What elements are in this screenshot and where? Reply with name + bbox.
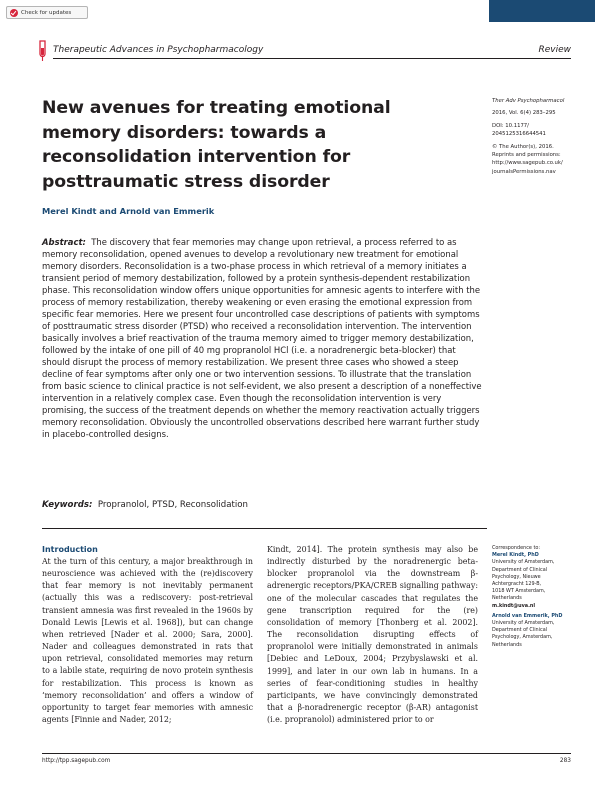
correspondence-author-1: Merel Kindt, PhD	[492, 552, 539, 559]
body-text-right: Kindt, 2014]. The protein synthesis may also be indirectly disturbed by the noradrenergic beta-blocker propranolol via the downstream β-adrenergic receptors/PKA/CREB signalling pathway: one of the molecular cascades that regulates the gene transcription required for the (re) consolidation of memory [Thonberg et al. 2002]. The reconsolidation disrupting effects of propranolol were initially demonstrated in animals [Debiec and LeDoux, 2004; Przybyslawski et al. 1999], and later in our own lab in humans. In a series of fear-conditioning studies in healthy participants, we have convincingly demonstrated that a β-noradrenergic receptor (β-AR) antagonist (i.e. propranolol) administered prior to or	[267, 545, 478, 725]
correspondence-label: Correspondence to:	[492, 545, 541, 551]
correspondence-block	[492, 545, 590, 649]
keywords-text: Propranolol, PTSD, Reconsolidation	[97, 500, 248, 510]
check-for-updates-badge[interactable]	[6, 6, 88, 19]
page-number: 283	[559, 758, 571, 764]
author-list: Merel Kindt and Arnold van Emmerik	[42, 206, 215, 216]
journal-name: Therapeutic Advances in Psychopharmacology	[53, 45, 264, 55]
body-column-left	[42, 544, 253, 726]
author-2-address-line: Department of Clinical	[492, 627, 548, 634]
body-text-left: At the turn of this century, a major breakthrough in neuroscience was achieved with the (re)discovery that fear memory is not inevitably permanent (actually this was a rediscovery: post-retrieval transient amnesia was first revealed in the 1960s by Donald Lewis [Lewis et al. 1968]), but can change when retrieved [Nader et al. 2000; Sara, 2000]. Nader and colleagues demonstrated in rats that upon retrieval, consolidated memories may return to a labile state, requiring de novo protein synthesis for restabilization. This process is known as ‘memory reconsolidation’ and offers a window of opportunity to target fear memories with amnesic agents [Finnie and Nader, 2012;	[42, 557, 253, 725]
author-1-address-line: Psychology, Nieuwe	[492, 573, 541, 580]
abstract-text: The discovery that fear memories may change upon retrieval, a process referred to as memory reconsolidation, opened avenues to develop a revolutionary new treatment for emotional memory disorders. Reconsolidation is a two-phase process in which retrieval of a memory initiates a transient period of memory destabilization, followed by a protein synthesis-dependent restabilization phase. This reconsolidation window offers unique opportunities for amnesic agents to interfere with the process of memory restabilization, thereby weakening or even erasing the emotional expression from specific fear memories. Here we present four uncontrolled case descriptions of patients with symptoms of posttraumatic stress disorder (PTSD) who received a reconsolidation intervention. The intervention basically involves a brief reactivation of the trauma memory aimed to trigger memory destabilization, followed by the intake of one pill of 40 mg propranolol HCl (i.e. a noradrenergic beta-blocker) that should disrupt the process of memory restabilization. We present three cases who showed a steep decline of fear symptoms after only one or two intervention sessions. To illustrate that the translation from basic science to clinical practice is not self-evident, we also present a description of a noneffective intervention in a relatively complex case. Even though the reconsolidation intervention is very promising, the success of the treatment depends on whether the memory reactivation actually triggers memory reconsolidation. Obviously the uncontrolled observations described here warrant further study in placebo-controlled designs.	[42, 237, 482, 439]
header-divider	[53, 58, 571, 59]
introduction-heading: Introduction	[42, 545, 98, 554]
author-2-address-line: Netherlands	[492, 641, 522, 648]
section-divider	[42, 528, 487, 529]
author-1-address-line: Department of Clinical	[492, 566, 548, 573]
correspondence-author-2: Arnold van Emmerik, PhD	[492, 612, 563, 619]
author-1-address-line: 1018 WT Amsterdam,	[492, 588, 546, 595]
doi-line-2: 2045125316644541	[492, 131, 546, 138]
journal-tube-logo-icon	[38, 40, 47, 62]
author-1-address-line: Achtergracht 129-B,	[492, 581, 542, 588]
doi-line-1: DOI: 10.1177/	[492, 122, 529, 129]
reprints-url-1[interactable]: http://www.sagepub.co.uk/	[492, 160, 563, 167]
author-2-address-line: Psychology, Amsterdam,	[492, 634, 553, 641]
author-2-address-line: University of Amsterdam,	[492, 620, 555, 627]
reprints-url-2[interactable]: journalsPermissions.nav	[492, 168, 556, 175]
check-for-updates-label: Check for updates	[21, 9, 72, 16]
footer-divider	[42, 753, 571, 754]
corner-color-block	[489, 0, 595, 22]
author-1-address-line: University of Amsterdam,	[492, 559, 555, 566]
article-metadata	[492, 97, 592, 176]
article-type: Review	[538, 45, 571, 55]
keywords	[42, 500, 248, 510]
author-1-email[interactable]: m.kindt@uva.nl	[492, 602, 536, 609]
abstract	[42, 236, 484, 440]
body-column-right	[267, 544, 478, 726]
copyright: © The Author(s), 2016.	[492, 143, 554, 150]
journal-abbreviation: Ther Adv Psychopharmacol	[492, 98, 565, 104]
abstract-label: Abstract:	[42, 237, 86, 247]
volume-info: 2016, Vol. 6(4) 283–295	[492, 110, 556, 117]
reprints-label: Reprints and permissions:	[492, 152, 561, 159]
article-title: New avenues for treating emotional memory disorders: towards a reconsolidation intervention for posttraumatic stress disorder	[42, 98, 391, 192]
check-for-updates-icon	[10, 9, 18, 17]
footer-url[interactable]: http://tpp.sagepub.com	[42, 758, 111, 764]
author-1-address-line: Netherlands	[492, 595, 522, 602]
keywords-label: Keywords:	[42, 500, 93, 510]
